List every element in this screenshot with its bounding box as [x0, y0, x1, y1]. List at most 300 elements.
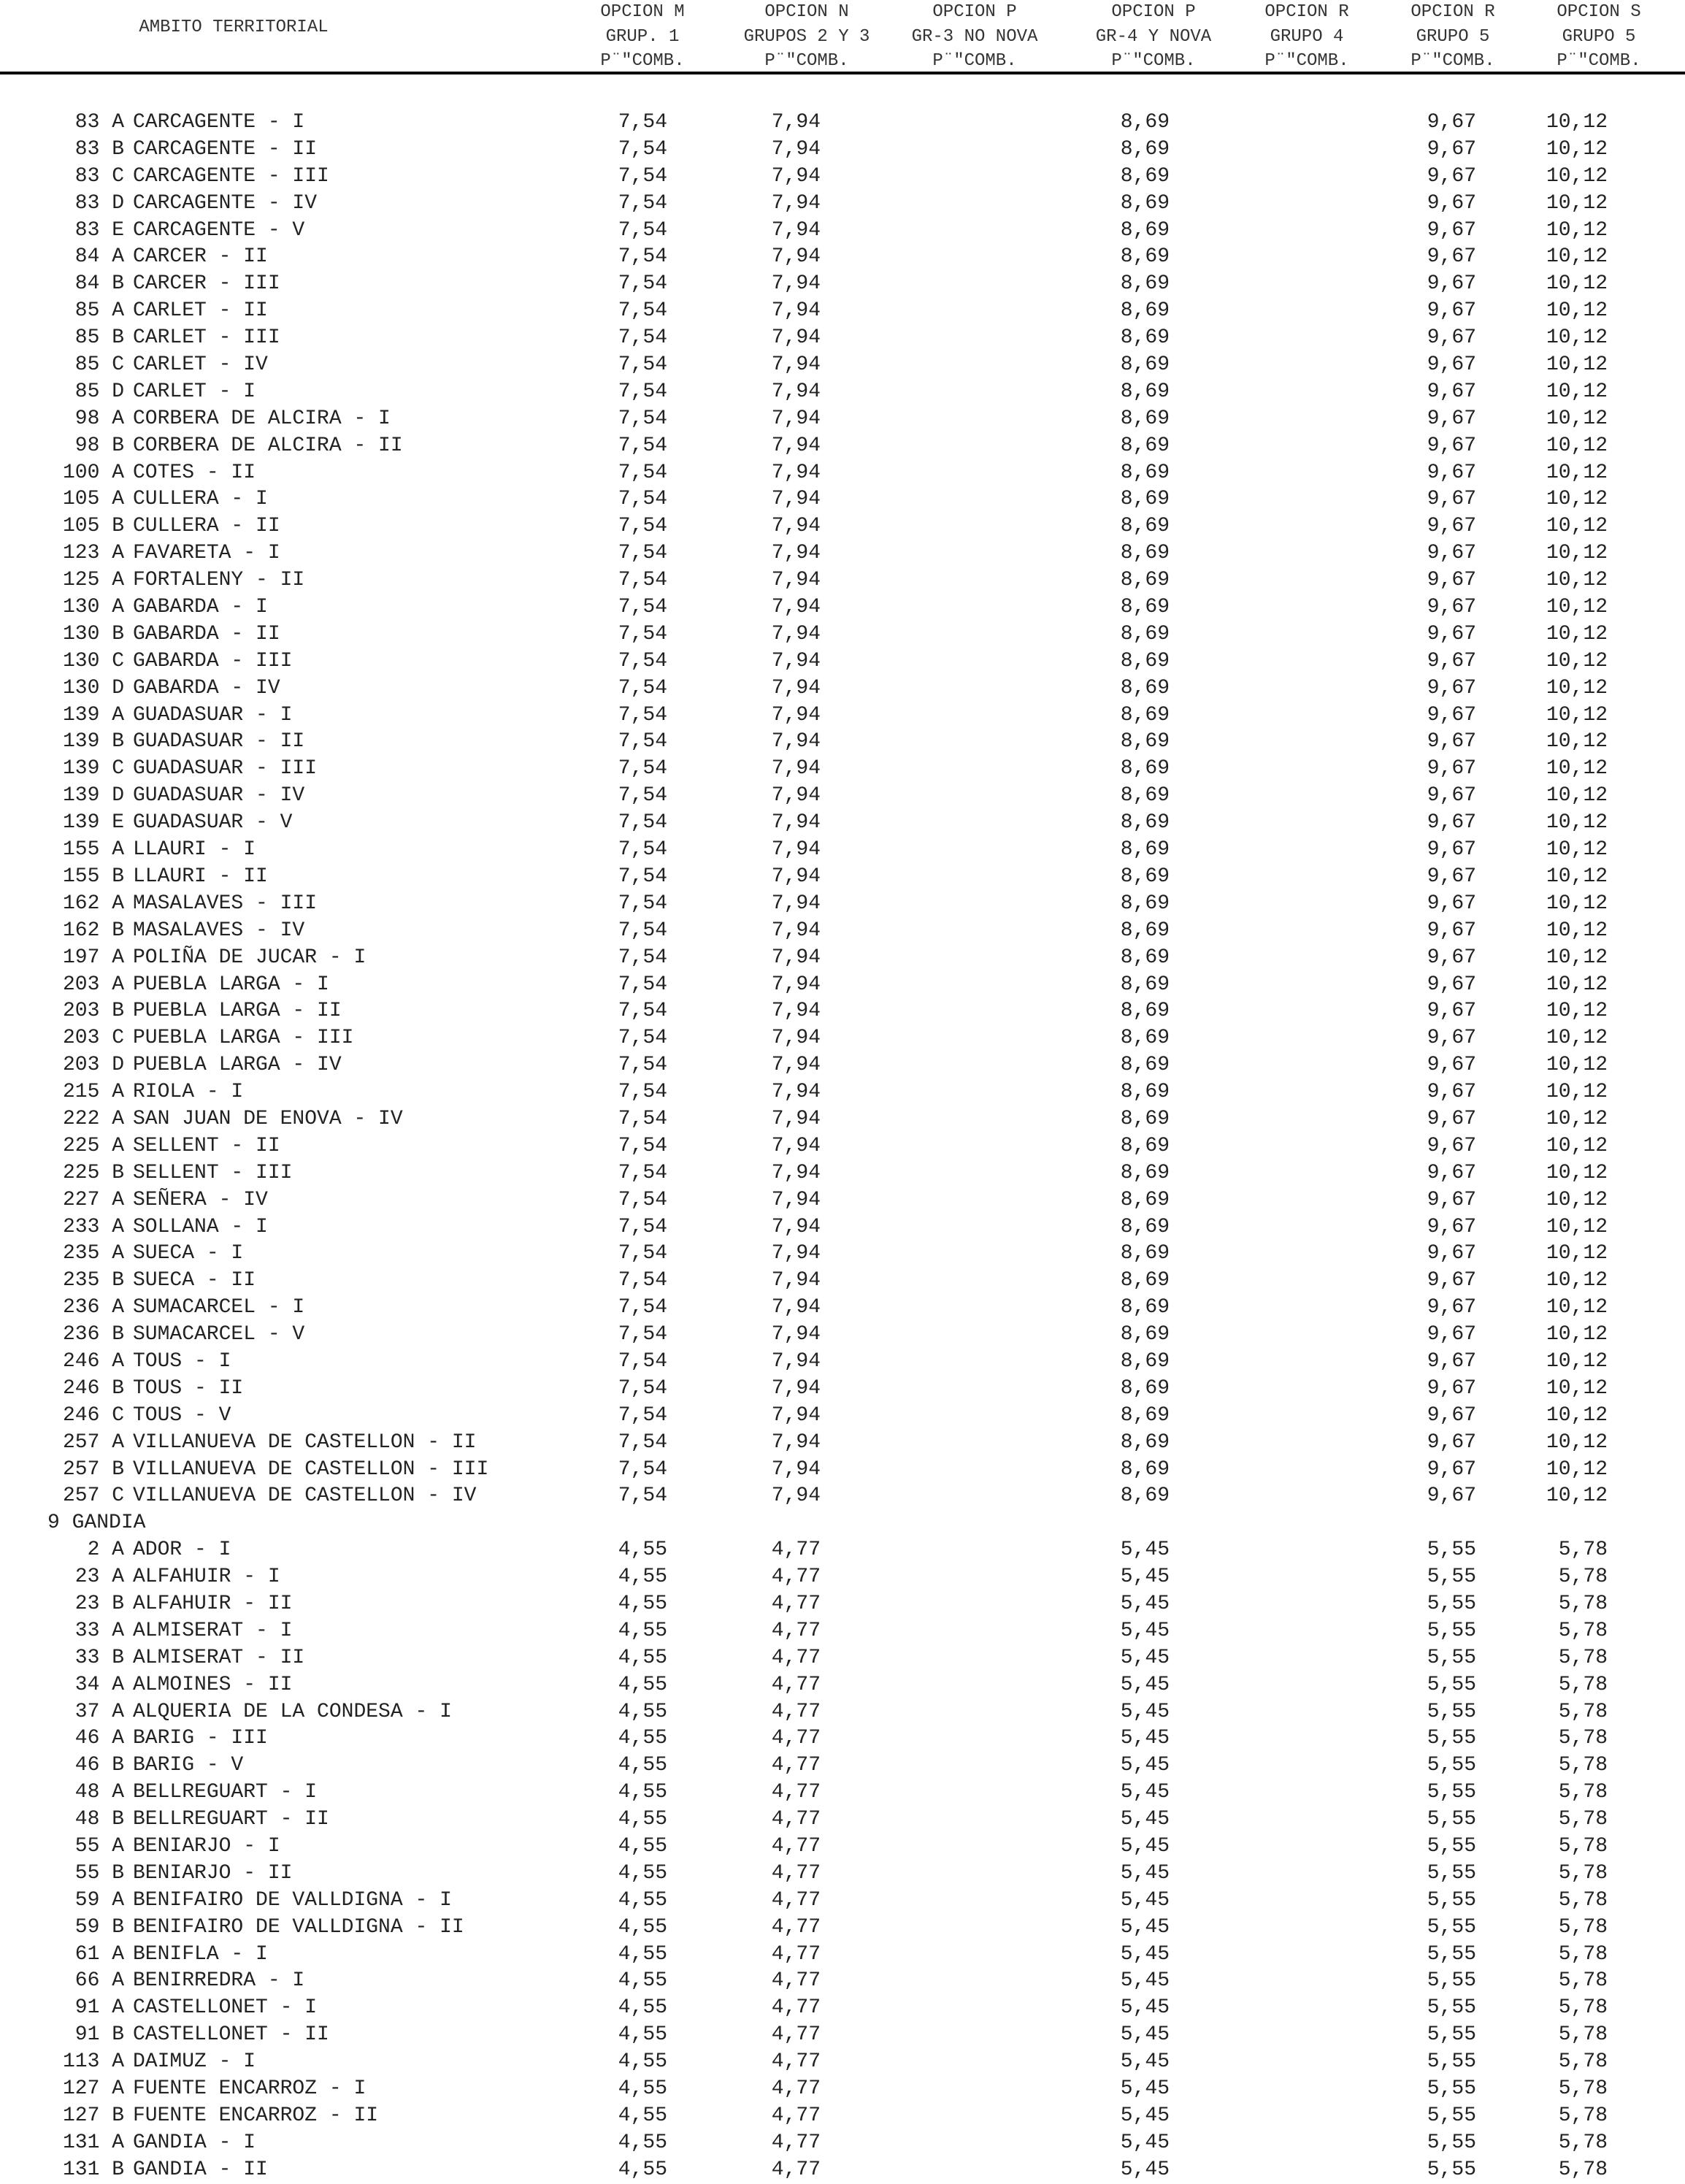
value-opcion-s: 10,12: [1546, 380, 1608, 403]
value-opcion-m: 7,54: [618, 622, 667, 645]
table-row: [0, 406, 1685, 433]
value-opcion-p-gr4: 8,69: [1120, 353, 1170, 377]
value-opcion-m: 4,55: [618, 1592, 667, 1615]
table-row: [0, 191, 1685, 218]
value-opcion-r-grupo5: 9,67: [1427, 973, 1476, 996]
value-opcion-p-gr4: 8,69: [1120, 622, 1170, 645]
value-opcion-n: 7,94: [771, 245, 821, 269]
value-opcion-m: 7,54: [618, 703, 667, 727]
row-code: 84 B: [74, 272, 124, 296]
table-row: [0, 271, 1685, 298]
value-opcion-p-gr4: 8,69: [1120, 137, 1170, 161]
value-opcion-r-grupo5: 9,67: [1427, 245, 1476, 269]
value-opcion-m: 7,54: [618, 676, 667, 700]
table-row: [0, 1645, 1685, 1672]
value-opcion-r-grupo5: 5,55: [1427, 2050, 1476, 2074]
value-opcion-s: 10,12: [1546, 434, 1608, 457]
value-opcion-r-grupo5: 5,55: [1427, 2077, 1476, 2101]
value-opcion-m: 7,54: [618, 1134, 667, 1157]
table-row: [0, 2049, 1685, 2076]
value-opcion-s: 10,12: [1546, 596, 1608, 619]
row-name: BENIFLA - I: [133, 1942, 268, 1966]
row-code: 236 B: [62, 1323, 124, 1346]
value-opcion-s: 10,12: [1546, 299, 1608, 323]
value-opcion-n: 4,77: [771, 1915, 821, 1939]
header-line-1: OPCION N: [764, 2, 849, 22]
header-line-3: P¨"COMB.: [932, 51, 1017, 71]
value-opcion-n: 7,94: [771, 380, 821, 403]
value-opcion-n: 7,94: [771, 326, 821, 350]
row-code: 84 A: [74, 245, 124, 269]
row-name: VILLANUEVA DE CASTELLON - IV: [133, 1484, 477, 1508]
value-opcion-r-grupo5: 9,67: [1427, 1349, 1476, 1373]
value-opcion-r-grupo5: 9,67: [1427, 1081, 1476, 1104]
value-opcion-s: 10,12: [1546, 730, 1608, 754]
value-opcion-m: 7,54: [618, 1107, 667, 1130]
row-name: CASTELLONET - I: [133, 1996, 318, 2020]
value-opcion-r-grupo5: 9,67: [1427, 1188, 1476, 1211]
value-opcion-s: 10,12: [1546, 1081, 1608, 1104]
value-opcion-m: 4,55: [618, 1942, 667, 1966]
row-name: ALMISERAT - II: [133, 1646, 305, 1669]
value-opcion-n: 4,77: [771, 1619, 821, 1642]
row-name: TOUS - V: [133, 1403, 231, 1427]
value-opcion-n: 7,94: [771, 272, 821, 296]
table-row: [0, 433, 1685, 460]
value-opcion-p-gr4: 8,69: [1120, 1081, 1170, 1104]
row-code: 235 B: [62, 1269, 124, 1292]
value-opcion-n: 7,94: [771, 784, 821, 808]
table-row: [0, 244, 1685, 271]
row-name: MASALAVES - IV: [133, 919, 305, 942]
row-name: ALMISERAT - I: [133, 1619, 293, 1642]
value-opcion-m: 7,54: [618, 1403, 667, 1427]
value-opcion-p-gr4: 5,45: [1120, 2023, 1170, 2047]
value-opcion-m: 7,54: [618, 1161, 667, 1184]
row-name: TOUS - I: [133, 1349, 231, 1373]
value-opcion-p-gr4: 8,69: [1120, 757, 1170, 781]
row-code: 130 A: [62, 596, 124, 619]
value-opcion-m: 4,55: [618, 1996, 667, 2020]
value-opcion-m: 7,54: [618, 1054, 667, 1077]
row-code: 48 B: [74, 1808, 124, 1831]
value-opcion-p-gr4: 8,69: [1120, 488, 1170, 511]
value-opcion-m: 4,55: [618, 2104, 667, 2127]
value-opcion-n: 7,94: [771, 407, 821, 430]
table-row: [0, 594, 1685, 621]
value-opcion-p-gr4: 8,69: [1120, 973, 1170, 996]
value-opcion-n: 7,94: [771, 1484, 821, 1508]
header-col-p2: [1077, 0, 1230, 74]
value-opcion-p-gr4: 8,69: [1120, 1403, 1170, 1427]
value-opcion-r-grupo5: 9,67: [1427, 676, 1476, 700]
value-opcion-m: 7,54: [618, 1000, 667, 1023]
value-opcion-r-grupo5: 9,67: [1427, 1054, 1476, 1077]
value-opcion-s: 10,12: [1546, 515, 1608, 538]
row-code: 139 A: [62, 703, 124, 727]
value-opcion-r-grupo5: 5,55: [1427, 1592, 1476, 1615]
row-code: 85 D: [74, 380, 124, 403]
table-row: [0, 1025, 1685, 1052]
row-code: 105 B: [62, 515, 124, 538]
row-name: BARIG - V: [133, 1754, 244, 1777]
value-opcion-s: 10,12: [1546, 784, 1608, 808]
table-row: [0, 218, 1685, 245]
row-name: BENIFAIRO DE VALLDIGNA - II: [133, 1915, 464, 1939]
value-opcion-n: 4,77: [771, 2104, 821, 2127]
row-code: 236 A: [62, 1296, 124, 1319]
row-code: 83 B: [74, 137, 124, 161]
header-col-s: [1533, 0, 1665, 74]
value-opcion-m: 7,54: [618, 1296, 667, 1319]
value-opcion-m: 7,54: [618, 1081, 667, 1104]
value-opcion-n: 4,77: [771, 1808, 821, 1831]
row-name: BARIG - III: [133, 1727, 268, 1750]
table-row: [0, 1322, 1685, 1349]
row-code: 125 A: [62, 569, 124, 592]
value-opcion-r-grupo5: 5,55: [1427, 1969, 1476, 1993]
row-name: SUECA - II: [133, 1269, 256, 1292]
value-opcion-r-grupo5: 5,55: [1427, 1781, 1476, 1804]
value-opcion-p-gr4: 8,69: [1120, 1054, 1170, 1077]
value-opcion-m: 4,55: [618, 2077, 667, 2101]
value-opcion-r-grupo5: 9,67: [1427, 218, 1476, 242]
row-code: 246 C: [62, 1403, 124, 1427]
row-name: CARCAGENTE - IV: [133, 191, 318, 215]
row-name: RIOLA - I: [133, 1081, 244, 1104]
value-opcion-s: 5,78: [1558, 1915, 1608, 1939]
row-name: SUMACARCEL - V: [133, 1323, 305, 1346]
value-opcion-p-gr4: 8,69: [1120, 1027, 1170, 1050]
value-opcion-r-grupo5: 9,67: [1427, 1323, 1476, 1346]
header-ambito-label: AMBITO TERRITORIAL: [139, 18, 329, 37]
value-opcion-n: 7,94: [771, 1054, 821, 1077]
value-opcion-p-gr4: 8,69: [1120, 326, 1170, 350]
row-code: 66 A: [74, 1969, 124, 1993]
value-opcion-p-gr4: 8,69: [1120, 1296, 1170, 1319]
value-opcion-r-grupo5: 9,67: [1427, 380, 1476, 403]
value-opcion-r-grupo5: 9,67: [1427, 1215, 1476, 1238]
value-opcion-r-grupo5: 5,55: [1427, 1673, 1476, 1696]
row-code: 155 B: [62, 865, 124, 888]
value-opcion-m: 4,55: [618, 1808, 667, 1831]
row-code: 83 C: [74, 164, 124, 188]
value-opcion-r-grupo5: 9,67: [1427, 1430, 1476, 1454]
value-opcion-r-grupo5: 5,55: [1427, 1861, 1476, 1885]
row-code: 85 A: [74, 299, 124, 323]
value-opcion-m: 7,54: [618, 596, 667, 619]
value-opcion-s: 10,12: [1546, 757, 1608, 781]
value-opcion-n: 7,94: [771, 1349, 821, 1373]
value-opcion-s: 5,78: [1558, 1861, 1608, 1885]
group-title: 9 GANDIA: [47, 1511, 146, 1535]
table-row: [0, 729, 1685, 756]
row-name: GABARDA - IV: [133, 676, 280, 700]
value-opcion-r-grupo5: 9,67: [1427, 838, 1476, 862]
value-opcion-n: 7,94: [771, 461, 821, 484]
row-name: CARLET - II: [133, 299, 268, 323]
value-opcion-p-gr4: 8,69: [1120, 703, 1170, 727]
value-opcion-s: 5,78: [1558, 1592, 1608, 1615]
value-opcion-r-grupo5: 9,67: [1427, 272, 1476, 296]
value-opcion-n: 7,94: [771, 353, 821, 377]
value-opcion-s: 5,78: [1558, 1566, 1608, 1589]
value-opcion-r-grupo5: 5,55: [1427, 1996, 1476, 2020]
row-name: ALFAHUIR - I: [133, 1566, 280, 1589]
table-row: [0, 2130, 1685, 2157]
value-opcion-s: 10,12: [1546, 1215, 1608, 1238]
value-opcion-r-grupo5: 9,67: [1427, 811, 1476, 835]
table-row: [0, 1106, 1685, 1133]
row-code: 203 C: [62, 1027, 124, 1050]
row-code: 203 A: [62, 973, 124, 996]
value-opcion-n: 7,94: [771, 164, 821, 188]
value-opcion-p-gr4: 8,69: [1120, 542, 1170, 565]
row-name: GUADASUAR - I: [133, 703, 293, 727]
row-name: CORBERA DE ALCIRA - I: [133, 407, 391, 430]
value-opcion-m: 7,54: [618, 407, 667, 430]
table-row: [0, 513, 1685, 540]
value-opcion-n: 4,77: [771, 1888, 821, 1912]
value-opcion-n: 7,94: [771, 1296, 821, 1319]
header-line-1: OPCION M: [600, 2, 685, 22]
row-code: 34 A: [74, 1673, 124, 1696]
header-line-2: GR-3 NO NOVA: [911, 26, 1038, 47]
table-row: [0, 1591, 1685, 1618]
row-code: 162 B: [62, 919, 124, 942]
value-opcion-s: 10,12: [1546, 569, 1608, 592]
value-opcion-n: 7,94: [771, 111, 821, 134]
row-name: FUENTE ENCARROZ - II: [133, 2104, 379, 2127]
row-name: CASTELLONET - II: [133, 2023, 329, 2047]
value-opcion-p-gr4: 8,69: [1120, 299, 1170, 323]
value-opcion-s: 10,12: [1546, 1403, 1608, 1427]
table-row: [0, 972, 1685, 999]
row-code: 2 A: [87, 1539, 124, 1562]
row-name: CORBERA DE ALCIRA - II: [133, 434, 403, 457]
value-opcion-m: 7,54: [618, 892, 667, 915]
value-opcion-p-gr4: 8,69: [1120, 838, 1170, 862]
value-opcion-s: 10,12: [1546, 218, 1608, 242]
row-code: 235 A: [62, 1242, 124, 1265]
table-row: [0, 891, 1685, 918]
value-opcion-m: 4,55: [618, 2131, 667, 2154]
value-opcion-m: 4,55: [618, 2158, 667, 2181]
table-body: [0, 110, 1685, 2184]
value-opcion-s: 5,78: [1558, 1996, 1608, 2020]
value-opcion-n: 7,94: [771, 703, 821, 727]
value-opcion-p-gr4: 5,45: [1120, 1781, 1170, 1804]
value-opcion-s: 10,12: [1546, 1349, 1608, 1373]
row-name: GABARDA - II: [133, 622, 280, 645]
row-code: 227 A: [62, 1188, 124, 1211]
row-name: CARLET - III: [133, 326, 280, 350]
value-opcion-r-grupo5: 5,55: [1427, 2023, 1476, 2047]
value-opcion-m: 7,54: [618, 1215, 667, 1238]
value-opcion-s: 5,78: [1558, 1969, 1608, 1993]
value-opcion-p-gr4: 8,69: [1120, 1000, 1170, 1023]
value-opcion-s: 5,78: [1558, 2104, 1608, 2127]
value-opcion-p-gr4: 8,69: [1120, 461, 1170, 484]
row-name: GUADASUAR - II: [133, 730, 305, 754]
value-opcion-m: 7,54: [618, 353, 667, 377]
header-line-3: P¨"COMB.: [1111, 51, 1196, 71]
value-opcion-m: 4,55: [618, 1781, 667, 1804]
value-opcion-n: 7,94: [771, 1457, 821, 1481]
value-opcion-m: 7,54: [618, 1430, 667, 1454]
value-opcion-p-gr4: 8,69: [1120, 946, 1170, 969]
value-opcion-m: 7,54: [618, 919, 667, 942]
value-opcion-s: 10,12: [1546, 676, 1608, 700]
row-code: 139 E: [62, 811, 124, 835]
row-name: CARCAGENTE - II: [133, 137, 318, 161]
value-opcion-r-grupo5: 9,67: [1427, 622, 1476, 645]
value-opcion-n: 7,94: [771, 892, 821, 915]
value-opcion-n: 7,94: [771, 757, 821, 781]
table-row: [0, 1888, 1685, 1915]
value-opcion-n: 7,94: [771, 649, 821, 673]
value-opcion-s: 10,12: [1546, 191, 1608, 215]
value-opcion-p-gr4: 5,45: [1120, 1808, 1170, 1831]
row-code: 91 A: [74, 1996, 124, 2020]
value-opcion-r-grupo5: 9,67: [1427, 353, 1476, 377]
header-ambito: [73, 15, 394, 40]
value-opcion-m: 7,54: [618, 1323, 667, 1346]
row-code: 162 A: [62, 892, 124, 915]
value-opcion-r-grupo5: 5,55: [1427, 1700, 1476, 1723]
row-code: 59 B: [74, 1915, 124, 1939]
table-row: [0, 298, 1685, 325]
table-row: [0, 783, 1685, 810]
table-row: [0, 1079, 1685, 1106]
row-code: 130 B: [62, 622, 124, 645]
value-opcion-r-grupo5: 9,67: [1427, 1376, 1476, 1400]
value-opcion-r-grupo5: 9,67: [1427, 1484, 1476, 1508]
row-code: 85 B: [74, 326, 124, 350]
row-code: 197 A: [62, 946, 124, 969]
table-row: [0, 137, 1685, 164]
row-name: ALQUERIA DE LA CONDESA - I: [133, 1700, 452, 1723]
table-row: [0, 1752, 1685, 1779]
table-row: [0, 837, 1685, 864]
value-opcion-m: 4,55: [618, 1888, 667, 1912]
row-name: SUMACARCEL - I: [133, 1296, 305, 1319]
row-code: 257 C: [62, 1484, 124, 1508]
header-line-3: P¨"COMB.: [764, 51, 849, 71]
row-code: 98 A: [74, 407, 124, 430]
value-opcion-s: 5,78: [1558, 1619, 1608, 1642]
value-opcion-n: 7,94: [771, 676, 821, 700]
table-row: [0, 702, 1685, 729]
value-opcion-r-grupo5: 9,67: [1427, 596, 1476, 619]
value-opcion-s: 10,12: [1546, 919, 1608, 942]
row-code: 257 B: [62, 1457, 124, 1481]
value-opcion-p-gr4: 5,45: [1120, 2077, 1170, 2101]
value-opcion-s: 5,78: [1558, 1539, 1608, 1562]
row-name: GABARDA - III: [133, 649, 293, 673]
value-opcion-m: 7,54: [618, 164, 667, 188]
value-opcion-m: 7,54: [618, 973, 667, 996]
value-opcion-p-gr4: 5,45: [1120, 1673, 1170, 1696]
table-row: [0, 1915, 1685, 1942]
table-row: [0, 164, 1685, 191]
row-code: 33 A: [74, 1619, 124, 1642]
header-line-1: OPCION P: [932, 2, 1017, 22]
table-row: [0, 1241, 1685, 1268]
header-col-r1: [1241, 0, 1373, 74]
value-opcion-s: 10,12: [1546, 838, 1608, 862]
row-name: CARCAGENTE - III: [133, 164, 329, 188]
row-name: PUEBLA LARGA - IV: [133, 1054, 342, 1077]
value-opcion-p-gr4: 5,45: [1120, 1942, 1170, 1966]
row-code: 55 B: [74, 1861, 124, 1885]
value-opcion-m: 7,54: [618, 757, 667, 781]
value-opcion-p-gr4: 8,69: [1120, 784, 1170, 808]
value-opcion-r-grupo5: 5,55: [1427, 1915, 1476, 1939]
table-row: [0, 1942, 1685, 1969]
value-opcion-p-gr4: 5,45: [1120, 1727, 1170, 1750]
value-opcion-r-grupo5: 9,67: [1427, 919, 1476, 942]
value-opcion-s: 10,12: [1546, 1484, 1608, 1508]
value-opcion-n: 7,94: [771, 973, 821, 996]
header-line-1: OPCION R: [1410, 2, 1495, 22]
value-opcion-p-gr4: 5,45: [1120, 1566, 1170, 1589]
row-name: CULLERA - II: [133, 515, 280, 538]
value-opcion-m: 7,54: [618, 1376, 667, 1400]
value-opcion-r-grupo5: 9,67: [1427, 461, 1476, 484]
value-opcion-s: 5,78: [1558, 2023, 1608, 2047]
row-name: SELLENT - III: [133, 1161, 293, 1184]
row-name: CULLERA - I: [133, 488, 268, 511]
value-opcion-n: 7,94: [771, 946, 821, 969]
row-name: ALFAHUIR - II: [133, 1592, 293, 1615]
value-opcion-n: 7,94: [771, 542, 821, 565]
header-col-r2: [1387, 0, 1519, 74]
value-opcion-r-grupo5: 9,67: [1427, 1242, 1476, 1265]
row-name: PUEBLA LARGA - III: [133, 1027, 354, 1050]
value-opcion-p-gr4: 8,69: [1120, 272, 1170, 296]
value-opcion-m: 7,54: [618, 137, 667, 161]
value-opcion-s: 5,78: [1558, 1673, 1608, 1696]
value-opcion-n: 7,94: [771, 865, 821, 888]
value-opcion-r-grupo5: 5,55: [1427, 1539, 1476, 1562]
value-opcion-r-grupo5: 9,67: [1427, 730, 1476, 754]
row-code: 155 A: [62, 838, 124, 862]
value-opcion-m: 4,55: [618, 1700, 667, 1723]
value-opcion-n: 7,94: [771, 1081, 821, 1104]
value-opcion-m: 7,54: [618, 838, 667, 862]
value-opcion-s: 5,78: [1558, 1754, 1608, 1777]
value-opcion-s: 10,12: [1546, 1027, 1608, 1050]
table-row: [0, 1861, 1685, 1888]
value-opcion-p-gr4: 8,69: [1120, 1269, 1170, 1292]
value-opcion-p-gr4: 5,45: [1120, 2050, 1170, 2074]
value-opcion-p-gr4: 8,69: [1120, 596, 1170, 619]
value-opcion-m: 7,54: [618, 488, 667, 511]
row-name: SEÑERA - IV: [133, 1188, 268, 1211]
table-row: [0, 1968, 1685, 1995]
row-name: CARCER - II: [133, 245, 268, 269]
value-opcion-p-gr4: 8,69: [1120, 111, 1170, 134]
value-opcion-r-grupo5: 9,67: [1427, 569, 1476, 592]
value-opcion-n: 7,94: [771, 1107, 821, 1130]
row-code: 130 D: [62, 676, 124, 700]
row-name: VILLANUEVA DE CASTELLON - III: [133, 1457, 489, 1481]
value-opcion-n: 4,77: [771, 1996, 821, 2020]
value-opcion-m: 7,54: [618, 811, 667, 835]
value-opcion-p-gr4: 8,69: [1120, 569, 1170, 592]
value-opcion-m: 7,54: [618, 326, 667, 350]
